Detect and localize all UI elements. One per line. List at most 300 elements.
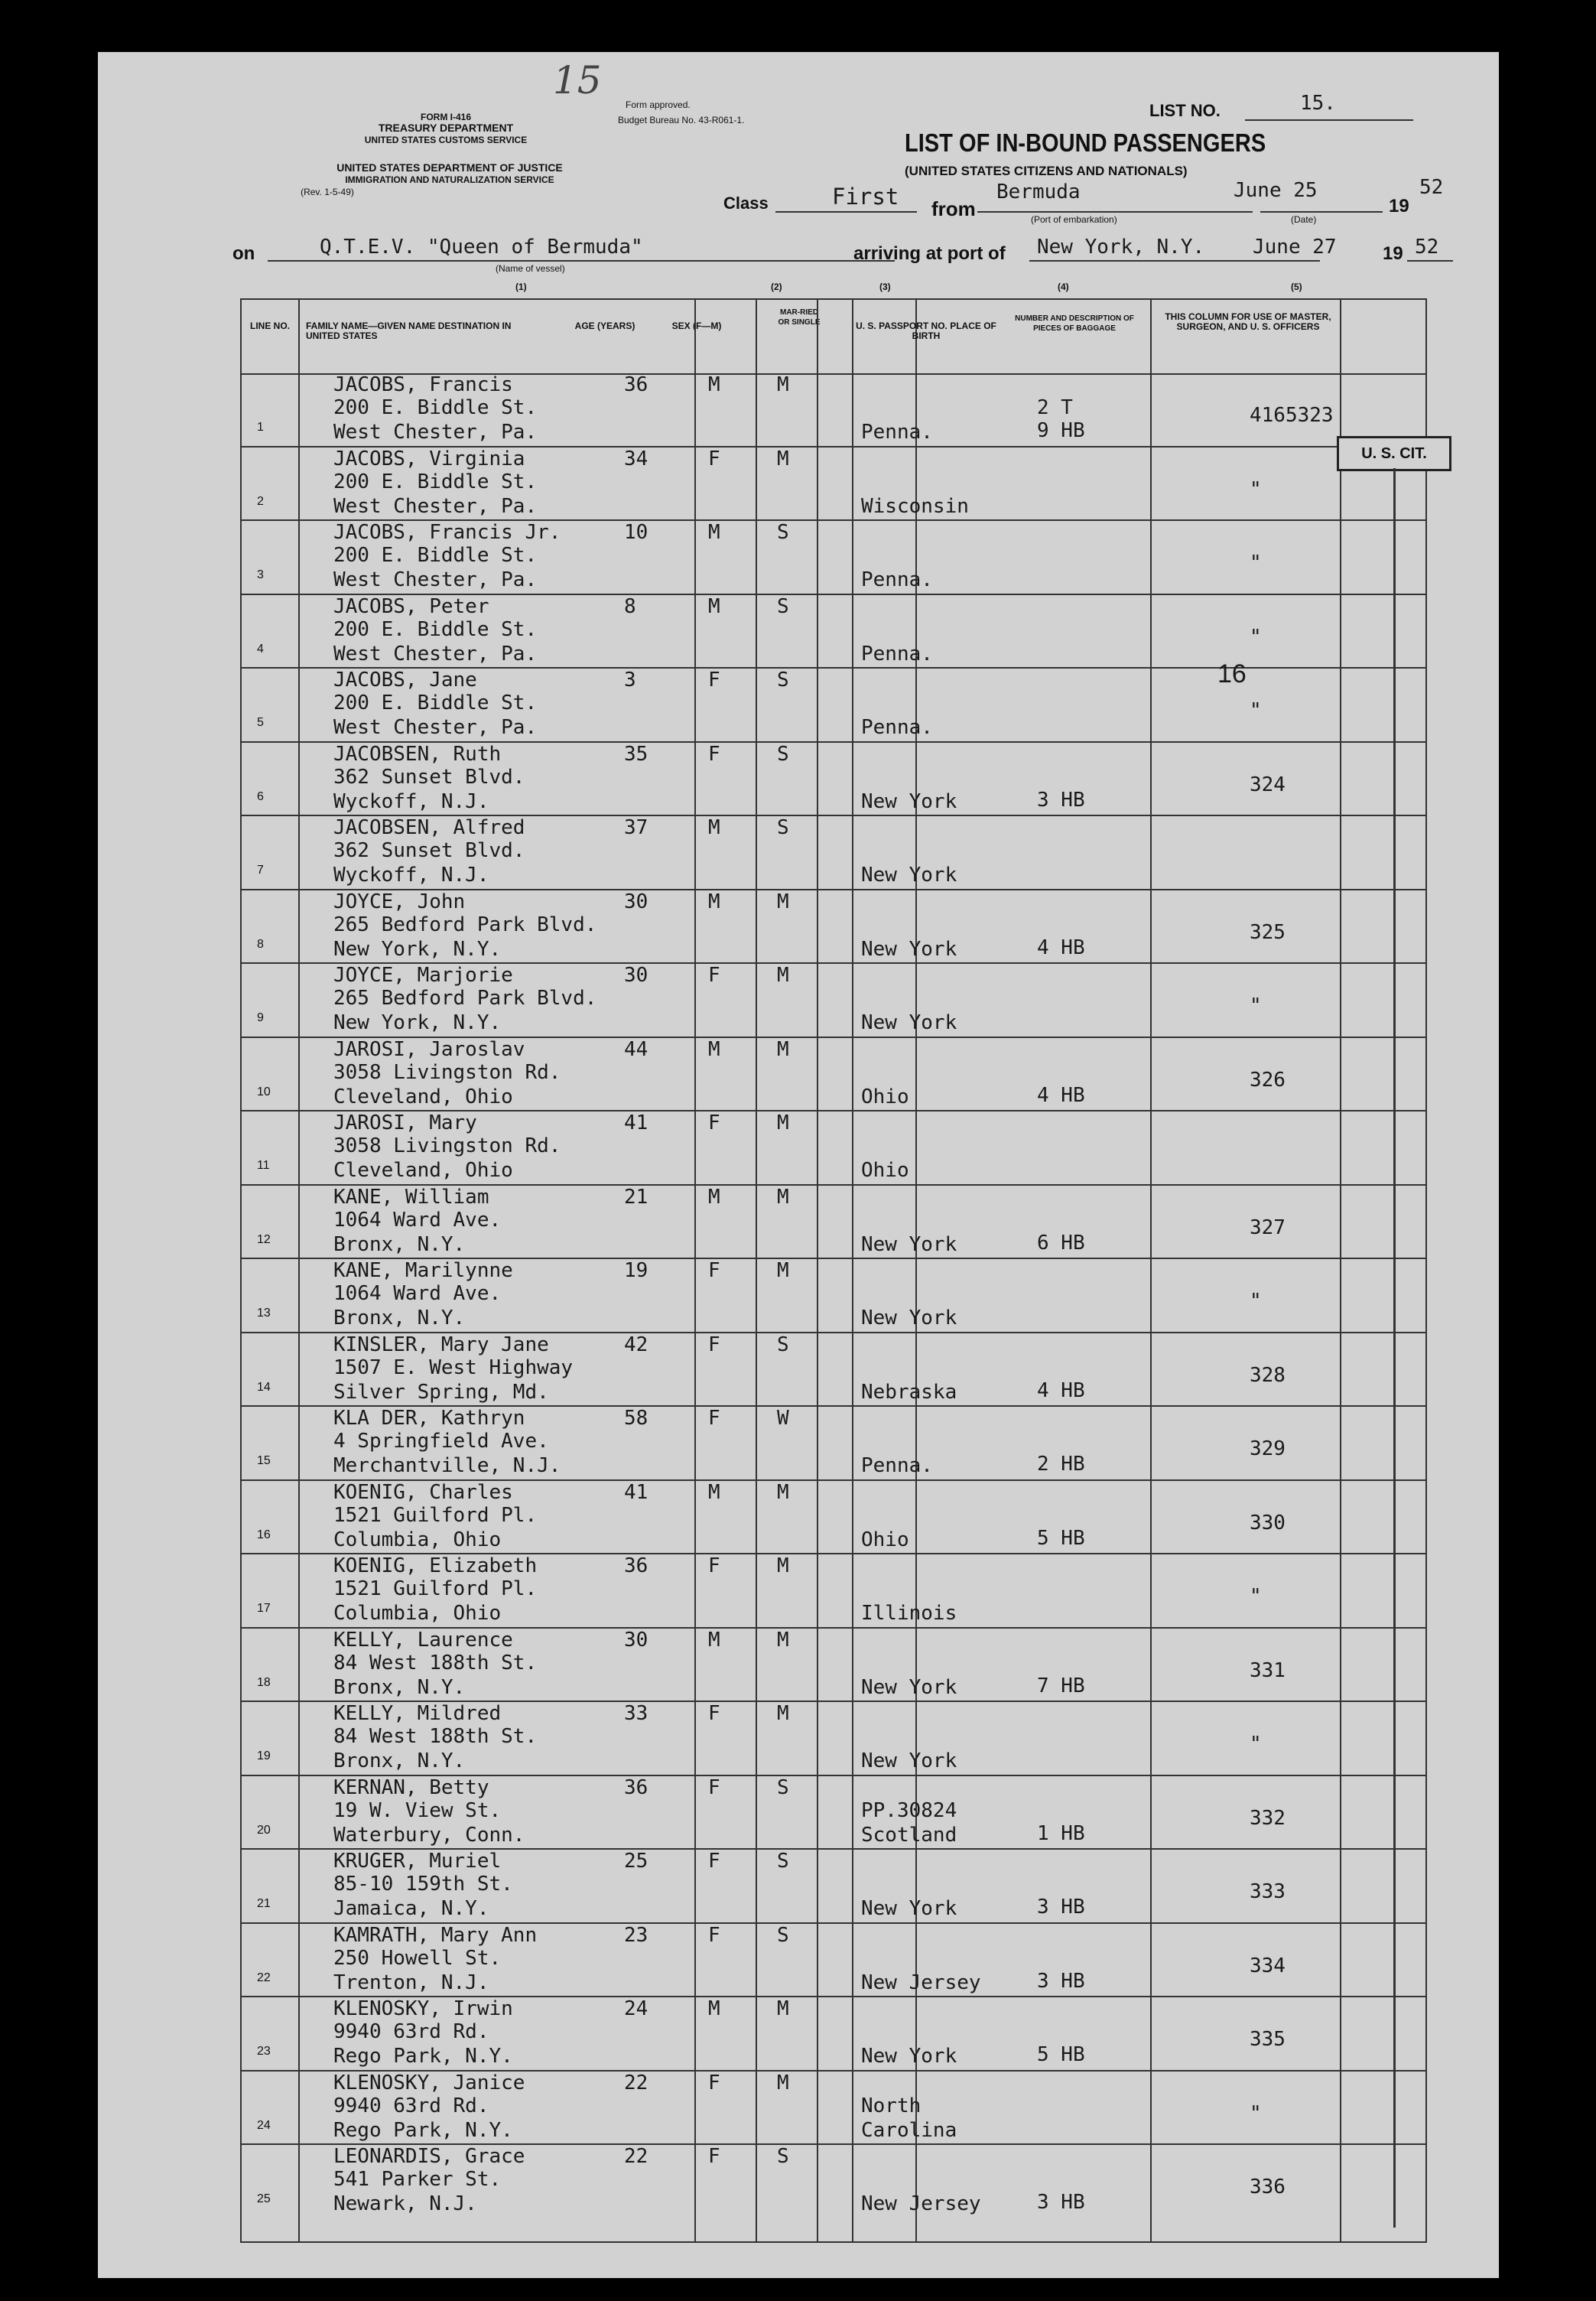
age: 58 bbox=[624, 1407, 648, 1430]
passenger-name: JACOBS, Francis bbox=[333, 373, 513, 396]
baggage-2: 3 HB bbox=[1037, 1969, 1085, 1993]
table-row bbox=[242, 1629, 1425, 1703]
address-street: 9940 63rd Rd. bbox=[333, 2020, 489, 2043]
officer-number: " bbox=[1250, 699, 1262, 722]
age: 23 bbox=[624, 1923, 648, 1947]
age: 8 bbox=[624, 594, 636, 618]
address-street: 250 Howell St. bbox=[333, 1946, 502, 1970]
birth-place: Penna. bbox=[861, 568, 933, 591]
address-city: Wyckoff, N.J. bbox=[333, 789, 489, 813]
line-number: 19 bbox=[257, 1749, 271, 1762]
birth-place: New York bbox=[861, 1749, 957, 1772]
address-city: Rego Park, N.Y. bbox=[333, 2045, 513, 2068]
line-number: 5 bbox=[257, 716, 264, 729]
marital-status: S bbox=[777, 1850, 789, 1873]
sex: F bbox=[708, 1850, 720, 1873]
table-row bbox=[242, 1111, 1425, 1186]
sex: M bbox=[708, 1628, 720, 1652]
sex: F bbox=[708, 2145, 720, 2168]
address-street: 541 Parker St. bbox=[333, 2168, 502, 2191]
address-street: 200 E. Biddle St. bbox=[333, 617, 538, 641]
sex: F bbox=[708, 964, 720, 987]
passenger-name: JOYCE, Marjorie bbox=[333, 964, 513, 987]
officer-number: " bbox=[1250, 552, 1262, 574]
birth-place: Scotland bbox=[861, 1823, 957, 1847]
table-row bbox=[242, 964, 1425, 1038]
embarkation-port: Bermuda bbox=[996, 181, 1081, 203]
vessel-name: Q.T.E.V. "Queen of Bermuda" bbox=[320, 236, 643, 259]
address-city: Bronx, N.Y. bbox=[333, 1675, 466, 1699]
sex: M bbox=[708, 890, 720, 913]
address-street: 200 E. Biddle St. bbox=[333, 396, 538, 419]
table-row bbox=[242, 1997, 1425, 2072]
officer-number: " bbox=[1250, 1733, 1262, 1756]
line-number: 3 bbox=[257, 568, 264, 581]
line-number: 2 bbox=[257, 494, 264, 508]
marital-status: M bbox=[777, 2071, 789, 2094]
birth-place: Carolina bbox=[861, 2118, 957, 2142]
marital-status: M bbox=[777, 1554, 789, 1577]
date-caption: (Date) bbox=[1291, 214, 1317, 225]
table-row bbox=[242, 890, 1425, 965]
marital-status: M bbox=[777, 1037, 789, 1061]
table-row bbox=[242, 1924, 1425, 1998]
officer-number: 328 bbox=[1250, 1363, 1286, 1387]
customs-service: UNITED STATES CUSTOMS SERVICE bbox=[364, 135, 528, 145]
officer-number: 326 bbox=[1250, 1068, 1286, 1092]
birth-place: New York bbox=[861, 864, 957, 887]
header-passport: U. S. PASSPORT NO. PLACE OF BIRTH bbox=[856, 321, 996, 341]
line-number: 25 bbox=[257, 2192, 271, 2205]
line-number: 16 bbox=[257, 1528, 271, 1541]
age: 35 bbox=[624, 742, 648, 766]
officer-number: " bbox=[1250, 1585, 1262, 1608]
address-city: New York, N.Y. bbox=[333, 937, 502, 961]
sex: F bbox=[708, 1333, 720, 1356]
birth-place: Penna. bbox=[861, 421, 933, 444]
birth-line-1: North bbox=[861, 2094, 922, 2117]
passenger-name: JACOBS, Virginia bbox=[333, 447, 525, 470]
col-num-1: (1) bbox=[515, 282, 527, 292]
address-city: Rego Park, N.Y. bbox=[333, 2118, 513, 2142]
col-num-2: (2) bbox=[771, 282, 782, 292]
age: 41 bbox=[624, 1111, 648, 1134]
passenger-name: KERNAN, Betty bbox=[333, 1775, 489, 1799]
address-street: 9940 63rd Rd. bbox=[333, 2094, 489, 2117]
form-title: LIST OF IN-BOUND PASSENGERS bbox=[905, 129, 1266, 157]
sex: F bbox=[708, 2071, 720, 2094]
address-city: Bronx, N.Y. bbox=[333, 1749, 466, 1772]
table-row bbox=[242, 2145, 1425, 2219]
age: 41 bbox=[624, 1480, 648, 1504]
table-row bbox=[242, 1259, 1425, 1333]
address-city: Cleveland, Ohio bbox=[333, 1085, 513, 1108]
address-city: Wyckoff, N.J. bbox=[333, 864, 489, 887]
sex: F bbox=[708, 1702, 720, 1725]
sex: M bbox=[708, 1997, 720, 2020]
address-city: Columbia, Ohio bbox=[333, 1528, 502, 1551]
marital-status: M bbox=[777, 1480, 789, 1504]
address-street: 1064 Ward Ave. bbox=[333, 1282, 502, 1305]
officer-number: 325 bbox=[1250, 920, 1286, 944]
birth-place: New York bbox=[861, 1675, 957, 1699]
birth-place: New York bbox=[861, 1307, 957, 1330]
birth-place: Wisconsin bbox=[861, 494, 969, 518]
arrival-century: 19 bbox=[1383, 243, 1403, 264]
line-number: 12 bbox=[257, 1232, 271, 1246]
address-city: Bronx, N.Y. bbox=[333, 1232, 466, 1256]
header-married: MAR-RIED OR SINGLE bbox=[778, 308, 821, 327]
header-sex: SEX (F—M) bbox=[671, 321, 722, 331]
address-city: West Chester, Pa. bbox=[333, 568, 538, 591]
address-street: 84 West 188th St. bbox=[333, 1725, 538, 1748]
address-street: 200 E. Biddle St. bbox=[333, 692, 538, 714]
marital-status: M bbox=[777, 1702, 789, 1725]
sex: F bbox=[708, 1923, 720, 1947]
line-number: 9 bbox=[257, 1011, 264, 1024]
officer-number: " bbox=[1250, 477, 1262, 501]
table-row bbox=[242, 373, 1425, 448]
line-number: 18 bbox=[257, 1675, 271, 1689]
baggage-2: 3 HB bbox=[1037, 1896, 1085, 1919]
doj: UNITED STATES DEPARTMENT OF JUSTICE bbox=[336, 161, 563, 174]
birth-place: New Jersey bbox=[861, 1971, 981, 1994]
sex: F bbox=[708, 669, 720, 692]
marital-status: M bbox=[777, 1628, 789, 1652]
address-street: 85-10 159th St. bbox=[333, 1873, 513, 1896]
vessel-caption: (Name of vessel) bbox=[496, 263, 565, 274]
address-city: West Chester, Pa. bbox=[333, 494, 538, 518]
sex: F bbox=[708, 1775, 720, 1799]
table-row bbox=[242, 1186, 1425, 1260]
date-century: 19 bbox=[1389, 196, 1409, 216]
table-row bbox=[242, 1407, 1425, 1481]
address-street: 265 Bedford Park Blvd. bbox=[333, 987, 597, 1010]
age: 30 bbox=[624, 964, 648, 987]
line-number: 15 bbox=[257, 1454, 271, 1467]
from-label: from bbox=[931, 197, 976, 220]
table-row bbox=[242, 1554, 1425, 1629]
marital-status: W bbox=[777, 1407, 789, 1430]
birth-place: New York bbox=[861, 2045, 957, 2068]
line-number: 17 bbox=[257, 1602, 271, 1615]
table-row bbox=[242, 1702, 1425, 1776]
header-line-no: LINE NO. bbox=[249, 321, 290, 331]
passenger-name: KINSLER, Mary Jane bbox=[333, 1333, 549, 1356]
address-city: Merchantville, N.J. bbox=[333, 1454, 561, 1477]
officer-number: 335 bbox=[1250, 2028, 1286, 2051]
address-city: West Chester, Pa. bbox=[333, 716, 538, 739]
sex: M bbox=[708, 816, 720, 839]
address-street: 1064 Ward Ave. bbox=[333, 1208, 502, 1232]
table-row bbox=[242, 1776, 1425, 1850]
birth-line-1: PP.30824 bbox=[861, 1798, 957, 1822]
birth-place: Ohio bbox=[861, 1528, 909, 1551]
on-label: on bbox=[232, 243, 255, 264]
address-street: 200 E. Biddle St. bbox=[333, 544, 538, 567]
address-street: 265 Bedford Park Blvd. bbox=[333, 913, 597, 936]
arriving-label: arriving at port of bbox=[853, 243, 1006, 264]
passenger-name: KLENOSKY, Janice bbox=[333, 2071, 525, 2094]
table-row bbox=[242, 2072, 1425, 2146]
marital-status: S bbox=[777, 669, 789, 692]
address-street: 362 Sunset Blvd. bbox=[333, 765, 525, 789]
col-num-5: (5) bbox=[1291, 282, 1302, 292]
pencil-list-number: 15 bbox=[553, 58, 602, 103]
sex: F bbox=[708, 742, 720, 766]
passenger-name: KELLY, Laurence bbox=[333, 1628, 513, 1652]
baggage-2: 4 HB bbox=[1037, 1378, 1085, 1402]
age: 19 bbox=[624, 1259, 648, 1282]
passenger-name: KANE, Marilynne bbox=[333, 1259, 513, 1282]
address-city: West Chester, Pa. bbox=[333, 421, 538, 444]
officer-number: 333 bbox=[1250, 1880, 1286, 1903]
birth-place: Ohio bbox=[861, 1159, 909, 1182]
line-number: 4 bbox=[257, 642, 264, 656]
address-street: 1521 Guilford Pl. bbox=[333, 1503, 538, 1527]
baggage-2: 3 HB bbox=[1037, 2191, 1085, 2214]
baggage-2: 5 HB bbox=[1037, 1526, 1085, 1550]
form-number: FORM I-416 bbox=[420, 112, 471, 122]
table-row bbox=[242, 1333, 1425, 1408]
table-row bbox=[242, 816, 1425, 890]
header-name: FAMILY NAME—GIVEN NAME DESTINATION IN UNITED STATES bbox=[306, 321, 512, 341]
address-street: 362 Sunset Blvd. bbox=[333, 839, 525, 862]
address-city: West Chester, Pa. bbox=[333, 642, 538, 666]
birth-place: New York bbox=[861, 1232, 957, 1256]
age: 10 bbox=[624, 521, 648, 544]
baggage-2: 2 HB bbox=[1037, 1453, 1085, 1476]
address-street: 3058 Livingston Rd. bbox=[333, 1134, 561, 1157]
age: 30 bbox=[624, 890, 648, 913]
table-row bbox=[242, 448, 1425, 522]
passenger-name: JACOBSEN, Ruth bbox=[333, 742, 502, 766]
sex: F bbox=[708, 447, 720, 470]
line-number: 7 bbox=[257, 864, 264, 877]
officer-number: 331 bbox=[1250, 1658, 1286, 1682]
age: 33 bbox=[624, 1702, 648, 1725]
passenger-name: JAROSI, Jaroslav bbox=[333, 1037, 525, 1061]
line-number: 10 bbox=[257, 1085, 271, 1098]
address-street: 84 West 188th St. bbox=[333, 1651, 538, 1674]
birth-place: New York bbox=[861, 1011, 957, 1034]
line-number: 6 bbox=[257, 789, 264, 803]
birth-place: New York bbox=[861, 1897, 957, 1920]
birth-place: Penna. bbox=[861, 716, 933, 739]
line-number: 21 bbox=[257, 1897, 271, 1910]
table-row bbox=[242, 1850, 1425, 1924]
officer-number: " bbox=[1250, 2101, 1262, 2125]
passenger-name: KOENIG, Charles bbox=[333, 1480, 513, 1504]
officer-number: 330 bbox=[1250, 1511, 1286, 1535]
passenger-name: KLA DER, Kathryn bbox=[333, 1407, 525, 1430]
baggage-1: 2 T bbox=[1037, 396, 1073, 419]
passenger-name: JACOBS, Peter bbox=[333, 594, 489, 618]
age: 30 bbox=[624, 1628, 648, 1652]
passenger-name: JACOBS, Francis Jr. bbox=[333, 521, 561, 544]
address-street: 1507 E. West Highway bbox=[333, 1356, 574, 1379]
address-street: 19 W. View St. bbox=[333, 1798, 502, 1822]
passenger-name: JACOBS, Jane bbox=[333, 669, 477, 692]
baggage-2: 6 HB bbox=[1037, 1231, 1085, 1255]
embarkation-date: June 25 bbox=[1234, 179, 1318, 202]
marital-status: S bbox=[777, 1923, 789, 1947]
col-num-3: (3) bbox=[879, 282, 891, 292]
passenger-name: LEONARDIS, Grace bbox=[333, 2145, 525, 2168]
header-baggage: NUMBER AND DESCRIPTION OF PIECES OF BAGGAGE bbox=[1015, 314, 1134, 333]
baggage-2: 3 HB bbox=[1037, 788, 1085, 812]
table-row bbox=[242, 669, 1425, 743]
line-number: 24 bbox=[257, 2118, 271, 2132]
date-year: 52 bbox=[1419, 176, 1444, 199]
table-row bbox=[242, 521, 1425, 595]
marital-status: M bbox=[777, 447, 789, 470]
birth-place: Ohio bbox=[861, 1085, 909, 1108]
marital-status: M bbox=[777, 1185, 789, 1209]
address-city: Columbia, Ohio bbox=[333, 1602, 502, 1625]
sex: F bbox=[708, 1407, 720, 1430]
sex: M bbox=[708, 1185, 720, 1209]
marital-status: S bbox=[777, 1775, 789, 1799]
col-num-4: (4) bbox=[1058, 282, 1069, 292]
address-street: 200 E. Biddle St. bbox=[333, 470, 538, 493]
address-city: Trenton, N.J. bbox=[333, 1971, 489, 1994]
officer-number: 336 bbox=[1250, 2176, 1286, 2198]
arrival-date: June 27 bbox=[1253, 236, 1337, 259]
arrival-year: 52 bbox=[1415, 236, 1439, 259]
age: 36 bbox=[624, 373, 648, 396]
marital-status: S bbox=[777, 594, 789, 618]
port-caption: (Port of embarkation) bbox=[1031, 214, 1117, 225]
age: 36 bbox=[624, 1775, 648, 1799]
list-number: 15. bbox=[1300, 92, 1336, 115]
sex: F bbox=[708, 1259, 720, 1282]
officer-number: " bbox=[1250, 625, 1262, 649]
form-subtitle: (UNITED STATES CITIZENS AND NATIONALS) bbox=[905, 164, 1188, 178]
sex: F bbox=[708, 1554, 720, 1577]
sex: M bbox=[708, 594, 720, 618]
arrival-port: New York, N.Y. bbox=[1037, 236, 1205, 259]
line-number: 14 bbox=[257, 1380, 271, 1394]
age: 42 bbox=[624, 1333, 648, 1356]
list-number-label: LIST NO. bbox=[1149, 101, 1221, 120]
budget-bureau: Budget Bureau No. 43-R061-1. bbox=[618, 115, 745, 125]
marital-status: S bbox=[777, 1333, 789, 1356]
age: 22 bbox=[624, 2145, 648, 2168]
baggage-2: 7 HB bbox=[1037, 1674, 1085, 1697]
address-street: 3058 Livingston Rd. bbox=[333, 1060, 561, 1084]
handwritten-16: 16 bbox=[1217, 659, 1247, 688]
officer-number: 334 bbox=[1250, 1954, 1286, 1977]
birth-place: Penna. bbox=[861, 642, 933, 666]
form-approved: Form approved. bbox=[626, 99, 691, 110]
marital-status: S bbox=[777, 521, 789, 544]
address-street: 4 Springfield Ave. bbox=[333, 1430, 549, 1453]
age: 25 bbox=[624, 1850, 648, 1873]
sex: M bbox=[708, 373, 720, 396]
age: 3 bbox=[624, 669, 636, 692]
address-street: 1521 Guilford Pl. bbox=[333, 1577, 538, 1600]
address-city: Silver Spring, Md. bbox=[333, 1380, 549, 1404]
table-row bbox=[242, 1038, 1425, 1112]
us-citizen-stamp: U. S. CIT. bbox=[1337, 436, 1451, 471]
marital-status: S bbox=[777, 816, 789, 839]
officer-number: " bbox=[1250, 994, 1262, 1017]
sex: M bbox=[708, 521, 720, 544]
line-number: 1 bbox=[257, 421, 264, 434]
officer-number: 329 bbox=[1250, 1437, 1286, 1460]
manifest-sheet bbox=[98, 52, 1499, 2278]
passenger-name: KLENOSKY, Irwin bbox=[333, 1997, 513, 2020]
birth-place: New York bbox=[861, 937, 957, 961]
officer-number: 332 bbox=[1250, 1806, 1286, 1830]
marital-status: M bbox=[777, 1997, 789, 2020]
baggage-2: 5 HB bbox=[1037, 2043, 1085, 2066]
address-city: Jamaica, N.Y. bbox=[333, 1897, 489, 1920]
age: 34 bbox=[624, 447, 648, 470]
passenger-name: JOYCE, John bbox=[333, 890, 466, 913]
line-number: 11 bbox=[257, 1159, 270, 1172]
baggage-2: 4 HB bbox=[1037, 936, 1085, 959]
ins: IMMIGRATION AND NATURALIZATION SERVICE bbox=[345, 174, 554, 185]
class-label: Class bbox=[723, 194, 769, 213]
age: 44 bbox=[624, 1037, 648, 1061]
line-number: 20 bbox=[257, 1823, 271, 1837]
officer-number: 327 bbox=[1250, 1216, 1286, 1239]
passenger-name: JAROSI, Mary bbox=[333, 1111, 477, 1134]
birth-place: New Jersey bbox=[861, 2192, 981, 2215]
address-city: New York, N.Y. bbox=[333, 1011, 502, 1034]
passenger-name: JACOBSEN, Alfred bbox=[333, 816, 525, 839]
marital-status: S bbox=[777, 742, 789, 766]
revision: (Rev. 1-5-49) bbox=[301, 187, 354, 197]
passenger-name: KELLY, Mildred bbox=[333, 1702, 502, 1725]
age: 37 bbox=[624, 816, 648, 839]
sex: M bbox=[708, 1037, 720, 1061]
birth-place: Penna. bbox=[861, 1454, 933, 1477]
sex: F bbox=[708, 1111, 720, 1134]
line-number: 23 bbox=[257, 2045, 271, 2058]
line-number: 8 bbox=[257, 937, 264, 951]
age: 36 bbox=[624, 1554, 648, 1577]
department: TREASURY DEPARTMENT bbox=[378, 122, 514, 134]
marital-status: M bbox=[777, 1111, 789, 1134]
officer-number: " bbox=[1250, 1290, 1262, 1313]
address-city: Newark, N.J. bbox=[333, 2192, 477, 2215]
baggage-2: 1 HB bbox=[1037, 1821, 1085, 1845]
passenger-table bbox=[240, 298, 1427, 2243]
marital-status: M bbox=[777, 1259, 789, 1282]
table-row bbox=[242, 1481, 1425, 1555]
table-row bbox=[242, 595, 1425, 669]
sex: M bbox=[708, 1480, 720, 1504]
address-city: Waterbury, Conn. bbox=[333, 1823, 525, 1847]
officer-number: 324 bbox=[1250, 773, 1286, 796]
address-city: Bronx, N.Y. bbox=[333, 1307, 466, 1330]
baggage-2: 9 HB bbox=[1037, 419, 1085, 442]
class-value: First bbox=[832, 184, 899, 210]
marital-status: M bbox=[777, 890, 789, 913]
header-age: AGE (YEARS) bbox=[574, 321, 635, 331]
age: 22 bbox=[624, 2071, 648, 2094]
birth-place: Nebraska bbox=[861, 1380, 957, 1404]
baggage-2: 4 HB bbox=[1037, 1083, 1085, 1107]
table-row bbox=[242, 743, 1425, 817]
birth-place: New York bbox=[861, 789, 957, 813]
marital-status: M bbox=[777, 964, 789, 987]
passenger-name: KOENIG, Elizabeth bbox=[333, 1554, 538, 1577]
marital-status: S bbox=[777, 2145, 789, 2168]
